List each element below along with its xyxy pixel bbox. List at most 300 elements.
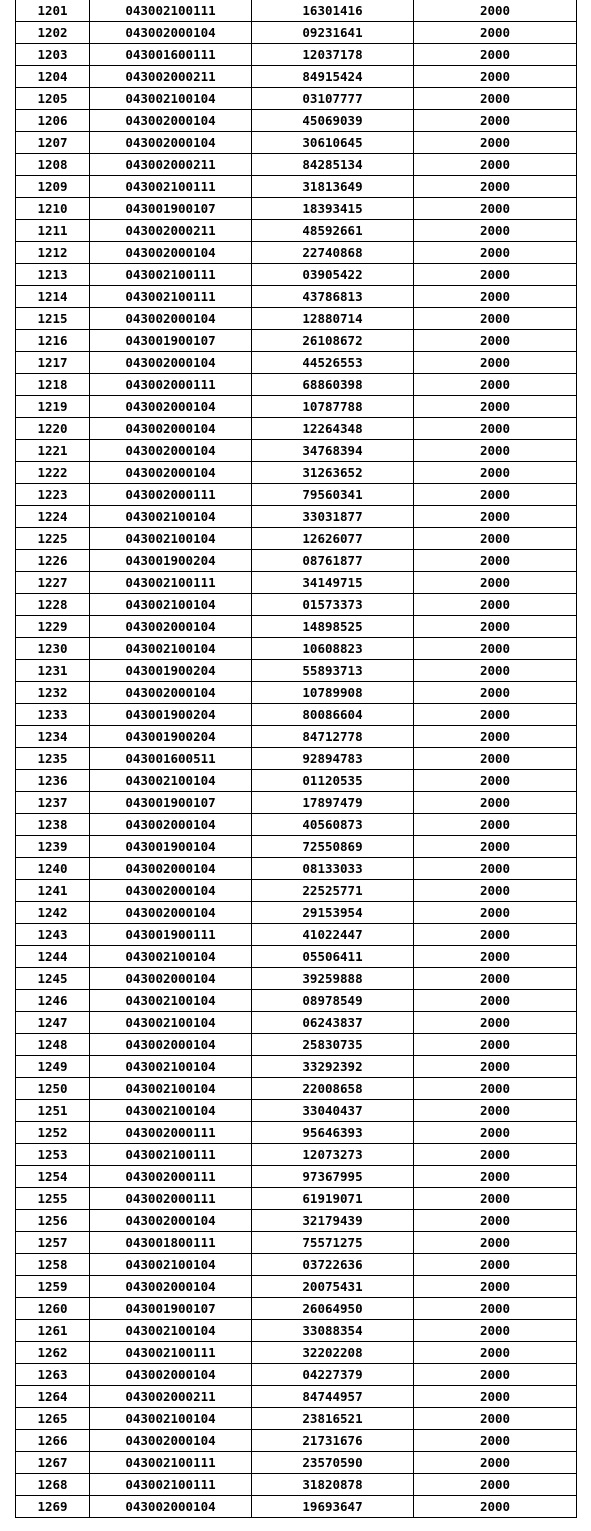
code-cell: 043001900107 [90, 1298, 252, 1320]
row-number-cell: 1239 [16, 836, 90, 858]
id-number-cell: 10608823 [252, 638, 414, 660]
row-number-cell: 1242 [16, 902, 90, 924]
code-cell: 043002000104 [90, 616, 252, 638]
table-row [16, 1342, 577, 1364]
id-number-cell: 32179439 [252, 1210, 414, 1232]
table-row [16, 748, 577, 770]
row-number-cell: 1222 [16, 462, 90, 484]
row-number-cell: 1234 [16, 726, 90, 748]
table-row [16, 44, 577, 66]
row-number-cell: 1232 [16, 682, 90, 704]
amount-cell: 2000 [414, 1144, 577, 1166]
table-row [16, 264, 577, 286]
table-row [16, 1320, 577, 1342]
code-cell: 043002100104 [90, 1078, 252, 1100]
id-number-cell: 10789908 [252, 682, 414, 704]
row-number-cell: 1228 [16, 594, 90, 616]
row-number-cell: 1258 [16, 1254, 90, 1276]
table-row [16, 352, 577, 374]
amount-cell: 2000 [414, 704, 577, 726]
amount-cell: 2000 [414, 308, 577, 330]
amount-cell: 2000 [414, 22, 577, 44]
table-row [16, 1078, 577, 1100]
table-row [16, 1386, 577, 1408]
id-number-cell: 12880714 [252, 308, 414, 330]
row-number-cell: 1241 [16, 880, 90, 902]
code-cell: 043001600511 [90, 748, 252, 770]
code-cell: 043002000104 [90, 132, 252, 154]
id-number-cell: 34768394 [252, 440, 414, 462]
row-number-cell: 1235 [16, 748, 90, 770]
amount-cell: 2000 [414, 1100, 577, 1122]
amount-cell: 2000 [414, 1342, 577, 1364]
row-number-cell: 1216 [16, 330, 90, 352]
code-cell: 043002000111 [90, 484, 252, 506]
id-number-cell: 03722636 [252, 1254, 414, 1276]
amount-cell: 2000 [414, 330, 577, 352]
amount-cell: 2000 [414, 770, 577, 792]
row-number-cell: 1226 [16, 550, 90, 572]
table-row [16, 1474, 577, 1496]
row-number-cell: 1210 [16, 198, 90, 220]
code-cell: 043002100111 [90, 264, 252, 286]
id-number-cell: 40560873 [252, 814, 414, 836]
row-number-cell: 1256 [16, 1210, 90, 1232]
code-cell: 043002000104 [90, 462, 252, 484]
table-row [16, 792, 577, 814]
amount-cell: 2000 [414, 902, 577, 924]
code-cell: 043002000111 [90, 374, 252, 396]
table-row [16, 1408, 577, 1430]
row-number-cell: 1249 [16, 1056, 90, 1078]
table-row [16, 440, 577, 462]
amount-cell: 2000 [414, 1298, 577, 1320]
id-number-cell: 14898525 [252, 616, 414, 638]
table-row [16, 572, 577, 594]
table-row [16, 1034, 577, 1056]
amount-cell: 2000 [414, 1254, 577, 1276]
id-number-cell: 39259888 [252, 968, 414, 990]
row-number-cell: 1215 [16, 308, 90, 330]
table-row [16, 726, 577, 748]
row-number-cell: 1264 [16, 1386, 90, 1408]
code-cell: 043002000104 [90, 242, 252, 264]
code-cell: 043002100104 [90, 770, 252, 792]
code-cell: 043002100111 [90, 1474, 252, 1496]
table-row [16, 594, 577, 616]
table-row [16, 814, 577, 836]
table-row [16, 880, 577, 902]
row-number-cell: 1209 [16, 176, 90, 198]
row-number-cell: 1218 [16, 374, 90, 396]
id-number-cell: 18393415 [252, 198, 414, 220]
code-cell: 043002000111 [90, 1188, 252, 1210]
amount-cell: 2000 [414, 1056, 577, 1078]
row-number-cell: 1202 [16, 22, 90, 44]
code-cell: 043002000104 [90, 1034, 252, 1056]
code-cell: 043002000104 [90, 1496, 252, 1518]
id-number-cell: 22525771 [252, 880, 414, 902]
amount-cell: 2000 [414, 418, 577, 440]
table-row [16, 1210, 577, 1232]
id-number-cell: 12264348 [252, 418, 414, 440]
table-row [16, 836, 577, 858]
table-row [16, 1364, 577, 1386]
row-number-cell: 1267 [16, 1452, 90, 1474]
code-cell: 043002100104 [90, 88, 252, 110]
table-row [16, 1298, 577, 1320]
id-number-cell: 03107777 [252, 88, 414, 110]
row-number-cell: 1238 [16, 814, 90, 836]
table-row [16, 1012, 577, 1034]
row-number-cell: 1236 [16, 770, 90, 792]
code-cell: 043002100104 [90, 1056, 252, 1078]
row-number-cell: 1248 [16, 1034, 90, 1056]
amount-cell: 2000 [414, 572, 577, 594]
table-row [16, 902, 577, 924]
amount-cell: 2000 [414, 814, 577, 836]
code-cell: 043002000111 [90, 1122, 252, 1144]
code-cell: 043002000104 [90, 352, 252, 374]
id-number-cell: 33031877 [252, 506, 414, 528]
row-number-cell: 1208 [16, 154, 90, 176]
id-number-cell: 68860398 [252, 374, 414, 396]
amount-cell: 2000 [414, 1320, 577, 1342]
code-cell: 043002000104 [90, 1210, 252, 1232]
row-number-cell: 1263 [16, 1364, 90, 1386]
amount-cell: 2000 [414, 1430, 577, 1452]
id-number-cell: 31263652 [252, 462, 414, 484]
code-cell: 043002100104 [90, 528, 252, 550]
table-row [16, 1188, 577, 1210]
amount-cell: 2000 [414, 396, 577, 418]
table-row [16, 396, 577, 418]
table-row [16, 176, 577, 198]
table-row [16, 1100, 577, 1122]
amount-cell: 2000 [414, 1232, 577, 1254]
row-number-cell: 1265 [16, 1408, 90, 1430]
code-cell: 043001900104 [90, 836, 252, 858]
id-number-cell: 72550869 [252, 836, 414, 858]
amount-cell: 2000 [414, 616, 577, 638]
amount-cell: 2000 [414, 858, 577, 880]
amount-cell: 2000 [414, 1276, 577, 1298]
table-row [16, 528, 577, 550]
id-number-cell: 26064950 [252, 1298, 414, 1320]
row-number-cell: 1259 [16, 1276, 90, 1298]
table-row [16, 770, 577, 792]
code-cell: 043002000211 [90, 66, 252, 88]
code-cell: 043002100104 [90, 1320, 252, 1342]
id-number-cell: 12073273 [252, 1144, 414, 1166]
id-number-cell: 31813649 [252, 176, 414, 198]
row-number-cell: 1225 [16, 528, 90, 550]
amount-cell: 2000 [414, 374, 577, 396]
code-cell: 043001600111 [90, 44, 252, 66]
amount-cell: 2000 [414, 88, 577, 110]
code-cell: 043002000104 [90, 1276, 252, 1298]
amount-cell: 2000 [414, 594, 577, 616]
row-number-cell: 1220 [16, 418, 90, 440]
table-row [16, 1056, 577, 1078]
id-number-cell: 95646393 [252, 1122, 414, 1144]
table-row [16, 418, 577, 440]
table-row [16, 22, 577, 44]
row-number-cell: 1205 [16, 88, 90, 110]
code-cell: 043002000104 [90, 110, 252, 132]
amount-cell: 2000 [414, 792, 577, 814]
table-row [16, 968, 577, 990]
code-cell: 043002100111 [90, 286, 252, 308]
row-number-cell: 1257 [16, 1232, 90, 1254]
code-cell: 043001900111 [90, 924, 252, 946]
row-number-cell: 1214 [16, 286, 90, 308]
code-cell: 043002100104 [90, 506, 252, 528]
amount-cell: 2000 [414, 132, 577, 154]
id-number-cell: 84744957 [252, 1386, 414, 1408]
table-row [16, 1144, 577, 1166]
code-cell: 043001900204 [90, 660, 252, 682]
amount-cell: 2000 [414, 924, 577, 946]
amount-cell: 2000 [414, 44, 577, 66]
id-number-cell: 33040437 [252, 1100, 414, 1122]
row-number-cell: 1251 [16, 1100, 90, 1122]
id-number-cell: 22008658 [252, 1078, 414, 1100]
table-row [16, 1166, 577, 1188]
code-cell: 043002100111 [90, 572, 252, 594]
row-number-cell: 1260 [16, 1298, 90, 1320]
code-cell: 043002000211 [90, 154, 252, 176]
table-row [16, 286, 577, 308]
table-row [16, 242, 577, 264]
row-number-cell: 1247 [16, 1012, 90, 1034]
amount-cell: 2000 [414, 528, 577, 550]
row-number-cell: 1240 [16, 858, 90, 880]
row-number-cell: 1207 [16, 132, 90, 154]
id-number-cell: 80086604 [252, 704, 414, 726]
table-row [16, 1232, 577, 1254]
code-cell: 043001900204 [90, 704, 252, 726]
row-number-cell: 1227 [16, 572, 90, 594]
code-cell: 043002000104 [90, 1364, 252, 1386]
row-number-cell: 1224 [16, 506, 90, 528]
code-cell: 043002000104 [90, 880, 252, 902]
code-cell: 043002000104 [90, 682, 252, 704]
amount-cell: 2000 [414, 726, 577, 748]
id-number-cell: 32202208 [252, 1342, 414, 1364]
id-number-cell: 08978549 [252, 990, 414, 1012]
code-cell: 043002000104 [90, 308, 252, 330]
amount-cell: 2000 [414, 990, 577, 1012]
table-row [16, 374, 577, 396]
row-number-cell: 1268 [16, 1474, 90, 1496]
row-number-cell: 1203 [16, 44, 90, 66]
row-number-cell: 1246 [16, 990, 90, 1012]
table-row [16, 990, 577, 1012]
id-number-cell: 20075431 [252, 1276, 414, 1298]
row-number-cell: 1206 [16, 110, 90, 132]
amount-cell: 2000 [414, 198, 577, 220]
table-row [16, 704, 577, 726]
row-number-cell: 1217 [16, 352, 90, 374]
id-number-cell: 48592661 [252, 220, 414, 242]
row-number-cell: 1237 [16, 792, 90, 814]
id-number-cell: 12626077 [252, 528, 414, 550]
amount-cell: 2000 [414, 880, 577, 902]
id-number-cell: 30610645 [252, 132, 414, 154]
id-number-cell: 04227379 [252, 1364, 414, 1386]
code-cell: 043002100104 [90, 638, 252, 660]
amount-cell: 2000 [414, 550, 577, 572]
row-number-cell: 1245 [16, 968, 90, 990]
id-number-cell: 16301416 [252, 0, 414, 22]
code-cell: 043002100104 [90, 990, 252, 1012]
id-number-cell: 19693647 [252, 1496, 414, 1518]
amount-cell: 2000 [414, 484, 577, 506]
id-number-cell: 17897479 [252, 792, 414, 814]
code-cell: 043002100111 [90, 1144, 252, 1166]
code-cell: 043002000111 [90, 1166, 252, 1188]
id-number-cell: 33292392 [252, 1056, 414, 1078]
table-row [16, 1496, 577, 1518]
amount-cell: 2000 [414, 66, 577, 88]
row-number-cell: 1255 [16, 1188, 90, 1210]
amount-cell: 2000 [414, 352, 577, 374]
amount-cell: 2000 [414, 264, 577, 286]
row-number-cell: 1243 [16, 924, 90, 946]
row-number-cell: 1201 [16, 0, 90, 22]
amount-cell: 2000 [414, 286, 577, 308]
amount-cell: 2000 [414, 1166, 577, 1188]
table-row [16, 1254, 577, 1276]
id-number-cell: 22740868 [252, 242, 414, 264]
table-row [16, 88, 577, 110]
row-number-cell: 1253 [16, 1144, 90, 1166]
amount-cell: 2000 [414, 1210, 577, 1232]
code-cell: 043001900204 [90, 550, 252, 572]
amount-cell: 2000 [414, 1034, 577, 1056]
id-number-cell: 23816521 [252, 1408, 414, 1430]
code-cell: 043002100104 [90, 594, 252, 616]
table-row [16, 1276, 577, 1298]
amount-cell: 2000 [414, 176, 577, 198]
id-number-cell: 09231641 [252, 22, 414, 44]
code-cell: 043001800111 [90, 1232, 252, 1254]
row-number-cell: 1262 [16, 1342, 90, 1364]
row-number-cell: 1229 [16, 616, 90, 638]
row-number-cell: 1252 [16, 1122, 90, 1144]
code-cell: 043002100104 [90, 1100, 252, 1122]
row-number-cell: 1250 [16, 1078, 90, 1100]
amount-cell: 2000 [414, 462, 577, 484]
id-number-cell: 25830735 [252, 1034, 414, 1056]
amount-cell: 2000 [414, 154, 577, 176]
amount-cell: 2000 [414, 1122, 577, 1144]
code-cell: 043002000211 [90, 220, 252, 242]
table-row [16, 682, 577, 704]
row-number-cell: 1244 [16, 946, 90, 968]
table-row [16, 924, 577, 946]
amount-cell: 2000 [414, 440, 577, 462]
amount-cell: 2000 [414, 220, 577, 242]
table-row [16, 506, 577, 528]
row-number-cell: 1212 [16, 242, 90, 264]
row-number-cell: 1230 [16, 638, 90, 660]
table-row [16, 1452, 577, 1474]
code-cell: 043001900107 [90, 198, 252, 220]
id-number-cell: 08761877 [252, 550, 414, 572]
table-row [16, 308, 577, 330]
row-number-cell: 1254 [16, 1166, 90, 1188]
id-number-cell: 41022447 [252, 924, 414, 946]
code-cell: 043001900107 [90, 330, 252, 352]
table-row [16, 198, 577, 220]
id-number-cell: 08133033 [252, 858, 414, 880]
code-cell: 043002000104 [90, 1430, 252, 1452]
row-number-cell: 1261 [16, 1320, 90, 1342]
table-row [16, 462, 577, 484]
code-cell: 043002100104 [90, 1408, 252, 1430]
code-cell: 043002100104 [90, 946, 252, 968]
id-number-cell: 23570590 [252, 1452, 414, 1474]
id-number-cell: 33088354 [252, 1320, 414, 1342]
row-number-cell: 1221 [16, 440, 90, 462]
amount-cell: 2000 [414, 748, 577, 770]
amount-cell: 2000 [414, 1364, 577, 1386]
row-number-cell: 1269 [16, 1496, 90, 1518]
amount-cell: 2000 [414, 1452, 577, 1474]
table-row [16, 110, 577, 132]
id-number-cell: 01120535 [252, 770, 414, 792]
amount-cell: 2000 [414, 1496, 577, 1518]
row-number-cell: 1204 [16, 66, 90, 88]
row-number-cell: 1223 [16, 484, 90, 506]
amount-cell: 2000 [414, 1408, 577, 1430]
code-cell: 043002100111 [90, 1342, 252, 1364]
table-row [16, 550, 577, 572]
code-cell: 043001900204 [90, 726, 252, 748]
row-number-cell: 1211 [16, 220, 90, 242]
code-cell: 043002000104 [90, 418, 252, 440]
id-number-cell: 21731676 [252, 1430, 414, 1452]
amount-cell: 2000 [414, 638, 577, 660]
id-number-cell: 10787788 [252, 396, 414, 418]
row-number-cell: 1233 [16, 704, 90, 726]
table-row [16, 638, 577, 660]
amount-cell: 2000 [414, 836, 577, 858]
amount-cell: 2000 [414, 1012, 577, 1034]
id-number-cell: 84915424 [252, 66, 414, 88]
id-number-cell: 84712778 [252, 726, 414, 748]
table-row [16, 858, 577, 880]
row-number-cell: 1266 [16, 1430, 90, 1452]
id-number-cell: 34149715 [252, 572, 414, 594]
id-number-cell: 61919071 [252, 1188, 414, 1210]
code-cell: 043002000211 [90, 1386, 252, 1408]
code-cell: 043002000104 [90, 396, 252, 418]
table-row [16, 66, 577, 88]
amount-cell: 2000 [414, 1386, 577, 1408]
table-row [16, 154, 577, 176]
amount-cell: 2000 [414, 1474, 577, 1496]
amount-cell: 2000 [414, 1188, 577, 1210]
id-number-cell: 55893713 [252, 660, 414, 682]
table-row [16, 220, 577, 242]
row-number-cell: 1231 [16, 660, 90, 682]
table-row [16, 1430, 577, 1452]
code-cell: 043001900107 [90, 792, 252, 814]
table-row [16, 132, 577, 154]
